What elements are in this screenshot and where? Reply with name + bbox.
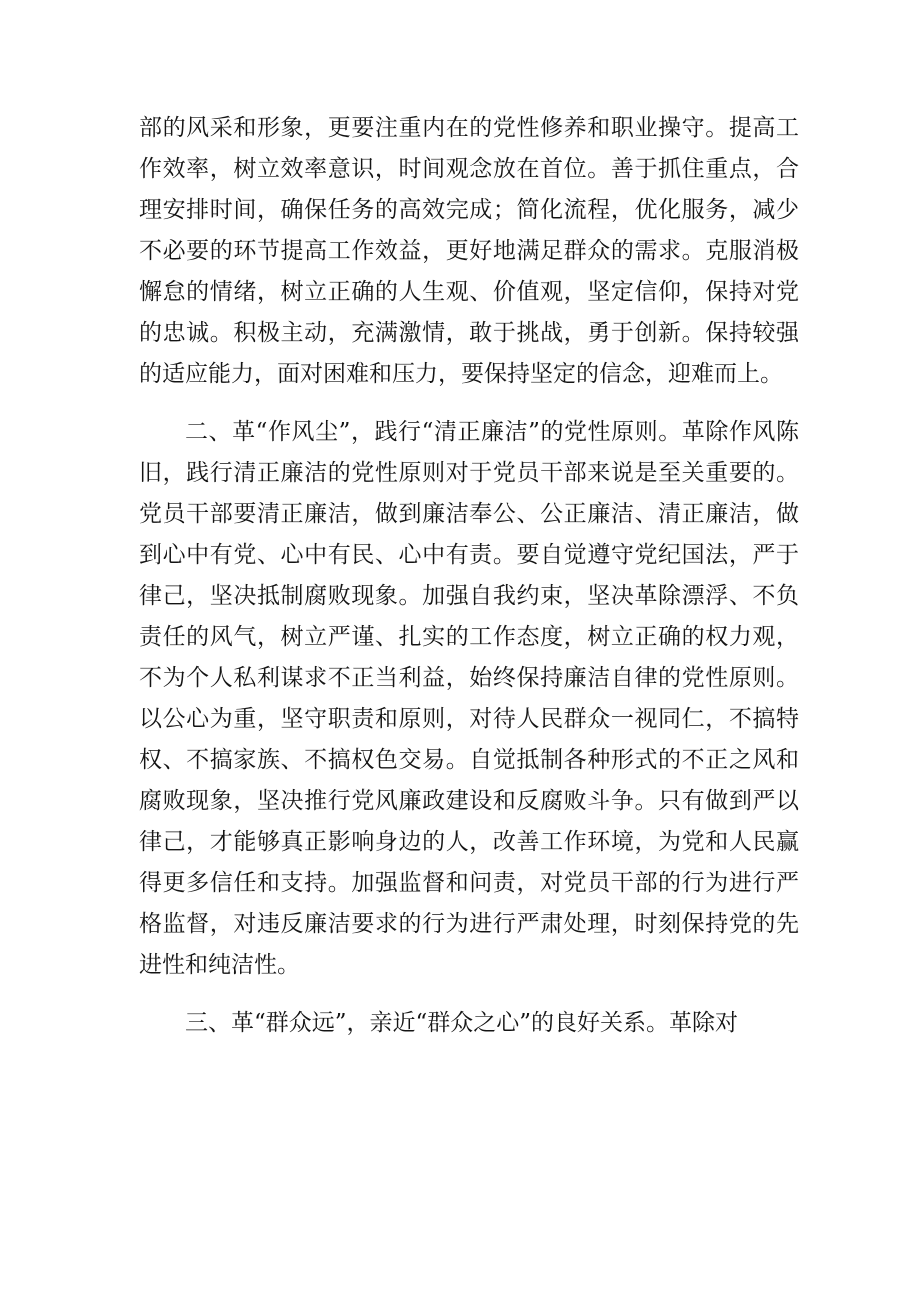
paragraph-continuation: 部的风采和形象，更要注重内在的党性修养和职业操守。提高工作效率，树立效率意识，时间观念放在首位。善于抓住重点，合理安排时间，确保任务的高效完成；简化流程，优化服务，减少不必要的环节提高工作效益，更好地满足群众的需求。克服消极懈怠的情绪，树立正确的人生观、价值观，坚定信仰，保持对党的忠诚。积极主动，充满激情，敢于挑战，勇于创新。保持较强的适应能力，面对困难和压力，要保持坚定的信念，迎难而上。 [139,115,799,387]
paragraph-section-two: 二、革“作风尘”，践行“清正廉洁”的党性原则。革除作风陈旧，践行清正廉洁的党性原则对于党员干部来说是至关重要的。党员干部要清正廉洁，做到廉洁奉公、公正廉洁、清正廉洁，做到心中有党、心中有民、心中有责。要自觉遵守党纪国法，严于律己，坚决抵制腐败现象。加强自我约束，坚决革除漂浮、不负责任的风气，树立严谨、扎实的工作态度，树立正确的权力观，不为个人私利谋求不正当利益，始终保持廉洁自律的党性原则。以公心为重，坚守职责和原则，对待人民群众一视同仁，不搞特权、不搞家族、不搞权色交易。自觉抵制各种形式的不正之风和腐败现象，坚决推行党风廉政建设和反腐败斗争。只有做到严以律己，才能够真正影响身边的人，改善工作环境，为党和人民赢得更多信任和支持。加强监督和问责，对党员干部的行为进行严格监督，对违反廉洁要求的行为进行严肃处理，时刻保持党的先进性和纯洁性。 [139,419,799,978]
paragraph-section-three: 三、革“群众远”，亲近“群众之心”的良好关系。革除对 [185,1010,739,1036]
document-body [139,108,799,1061]
